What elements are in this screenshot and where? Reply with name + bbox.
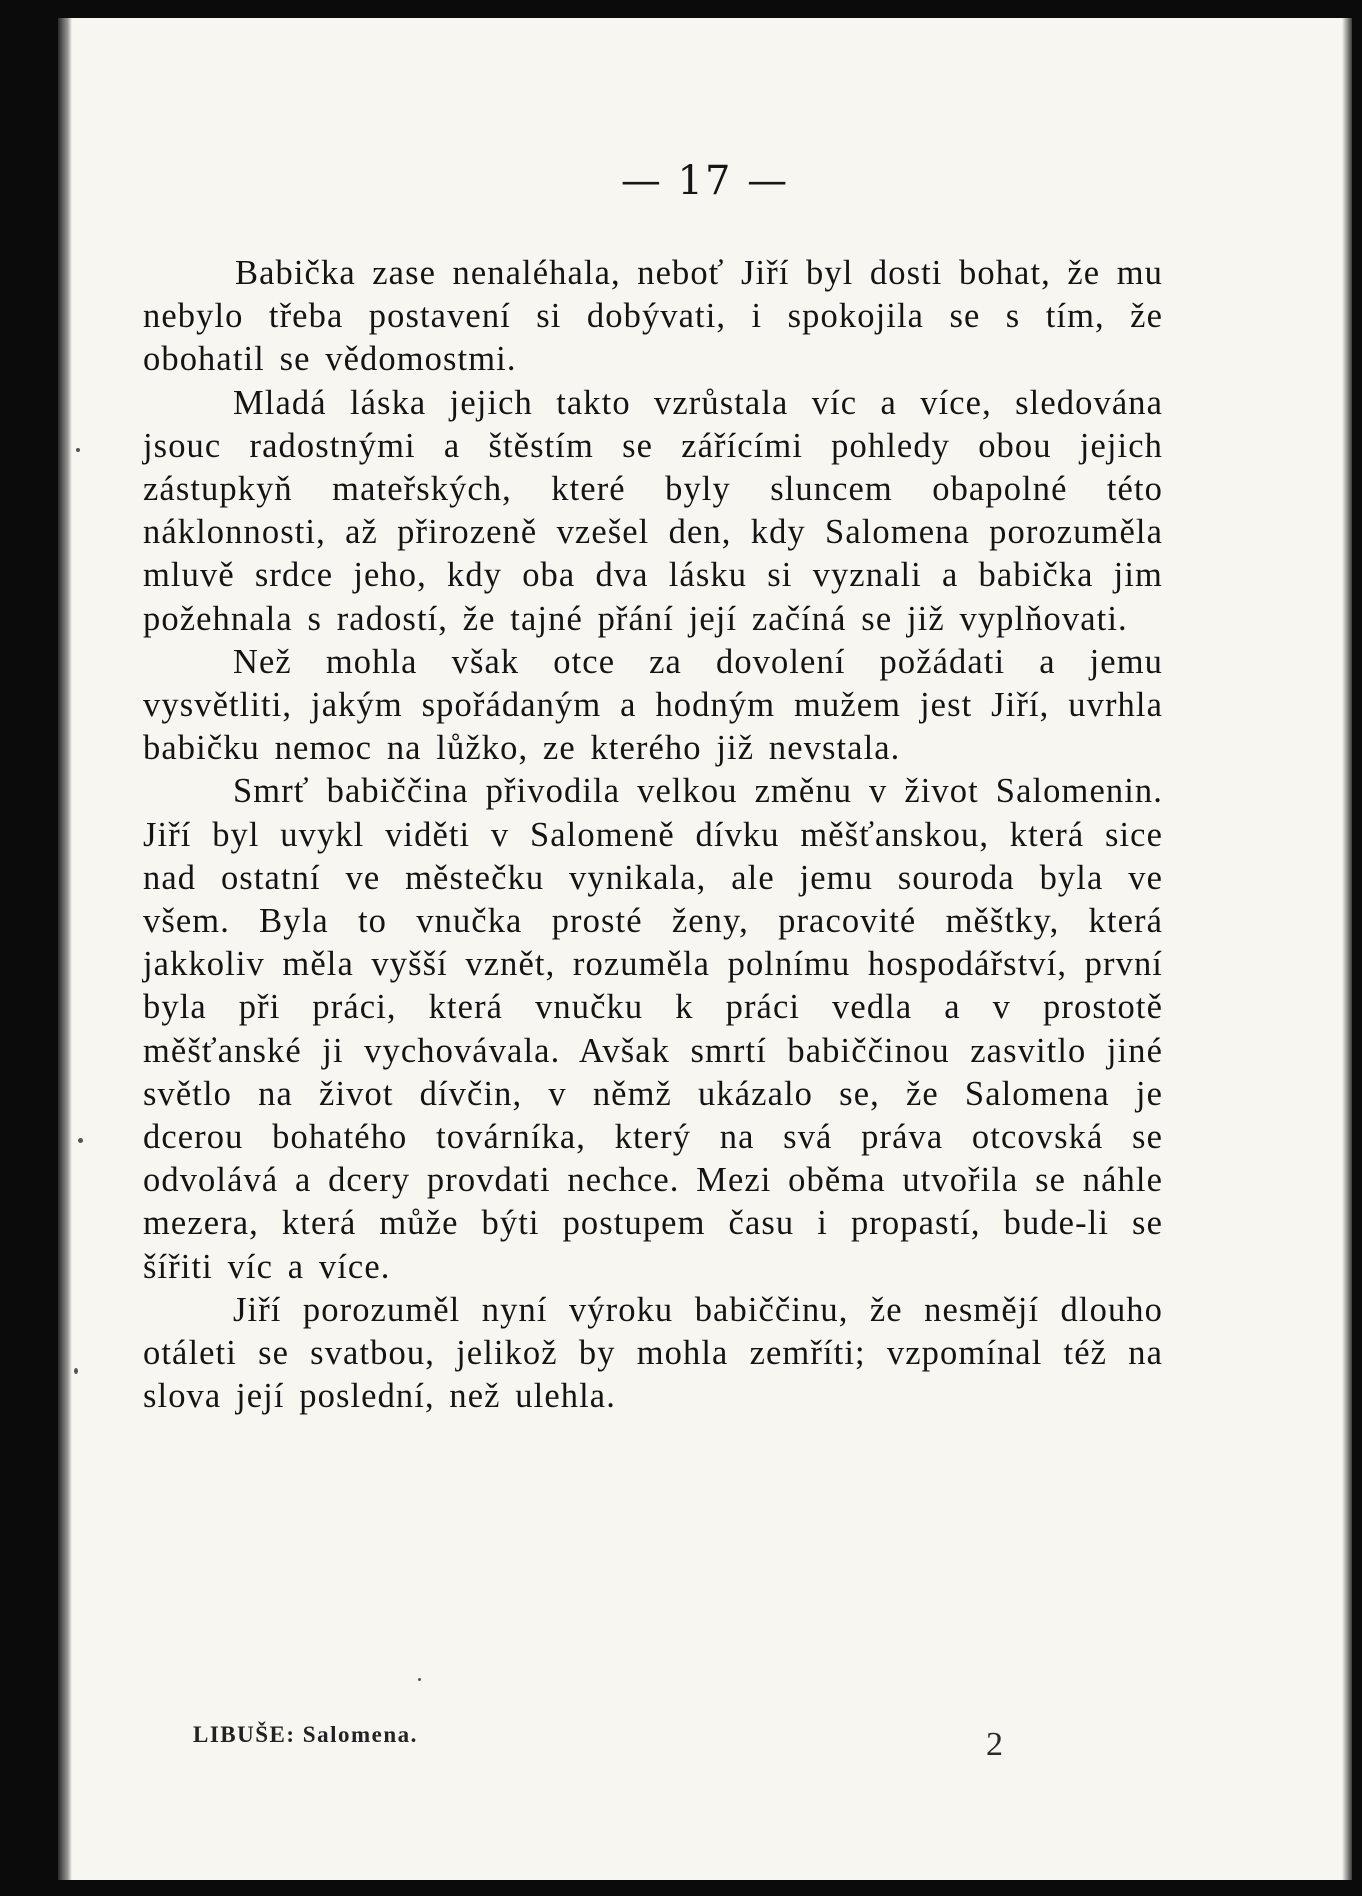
speck <box>74 1368 78 1374</box>
speck <box>76 448 80 452</box>
signature-mark: 2 <box>986 1726 1003 1763</box>
footer-signature: LIBUŠE: Salomena. <box>193 1722 418 1747</box>
paragraph-2: Mladá láska jejich takto vzrůstala víc a více, sledována jsouc radostnými a štěstím se zářícími pohledy obou jejich zástupkyň mateřských, které byly sluncem obapolné této náklonnosti, až přirozeně vzešel den, kdy Salomena porozuměla mluvě srdce jeho, kdy oba dva lásku si vyznali a babička jim požehnala s radostí, že tajné přání její začíná se již vyplňovati. <box>143 383 1163 638</box>
paragraph-3: Než mohla však otce za dovolení požádati a jemu vysvětliti, jakým spořádaným a hodným mužem jest Jiří, uvrhla babičku nemoc na lůžko, ze kterého již nevstala. <box>143 642 1163 768</box>
paragraph-1: Babička zase nenaléhala, neboť Jiří byl dosti bohat, že mu nebylo třeba postavení si dobývati, i spokojila se s tím, že obohatil se vědomostmi. <box>143 254 1163 379</box>
paragraph-5: Jiří porozuměl nyní výroku babiččinu, že nesmějí dlouho otáleti se svatbou, jelikož by mohla zemříti; vzpomínal též na slova její poslední, než ulehla. <box>143 1290 1163 1416</box>
page-edge <box>1342 18 1352 1880</box>
page-number: — 17 — <box>620 158 790 204</box>
book-page <box>58 18 1352 1880</box>
speck <box>78 1138 83 1143</box>
binding-gutter <box>58 18 72 1880</box>
paragraph-4: Smrť babiččina přivodila velkou změnu v život Salomenin. Jiří byl uvykl viděti v Salomeně dívku měšťanskou, která sice nad ostatní ve městečku vynikala, ale jemu souroda byla ve všem. Byla to vnučka prosté ženy, pracovité měštky, která jakkoliv měla vyšší vznět, rozuměla polnímu hospodářství, první byla při práci, která vnučku k práci vedla a v prostotě měšťanské ji vychovávala. Avšak smrtí babiččinou zasvitlo jiné světlo na život dívčin, v němž ukázalo se, že Salomena je dcerou bohatého továrníka, který na svá práva otcovská se odvolává a dcery provdati nechce. Mezi oběma utvořila se náhle mezera, která může býti postupem času i propastí, bude-li se šířiti víc a více. <box>143 772 1163 1286</box>
speck <box>418 1678 421 1681</box>
body-text <box>143 252 1163 1418</box>
